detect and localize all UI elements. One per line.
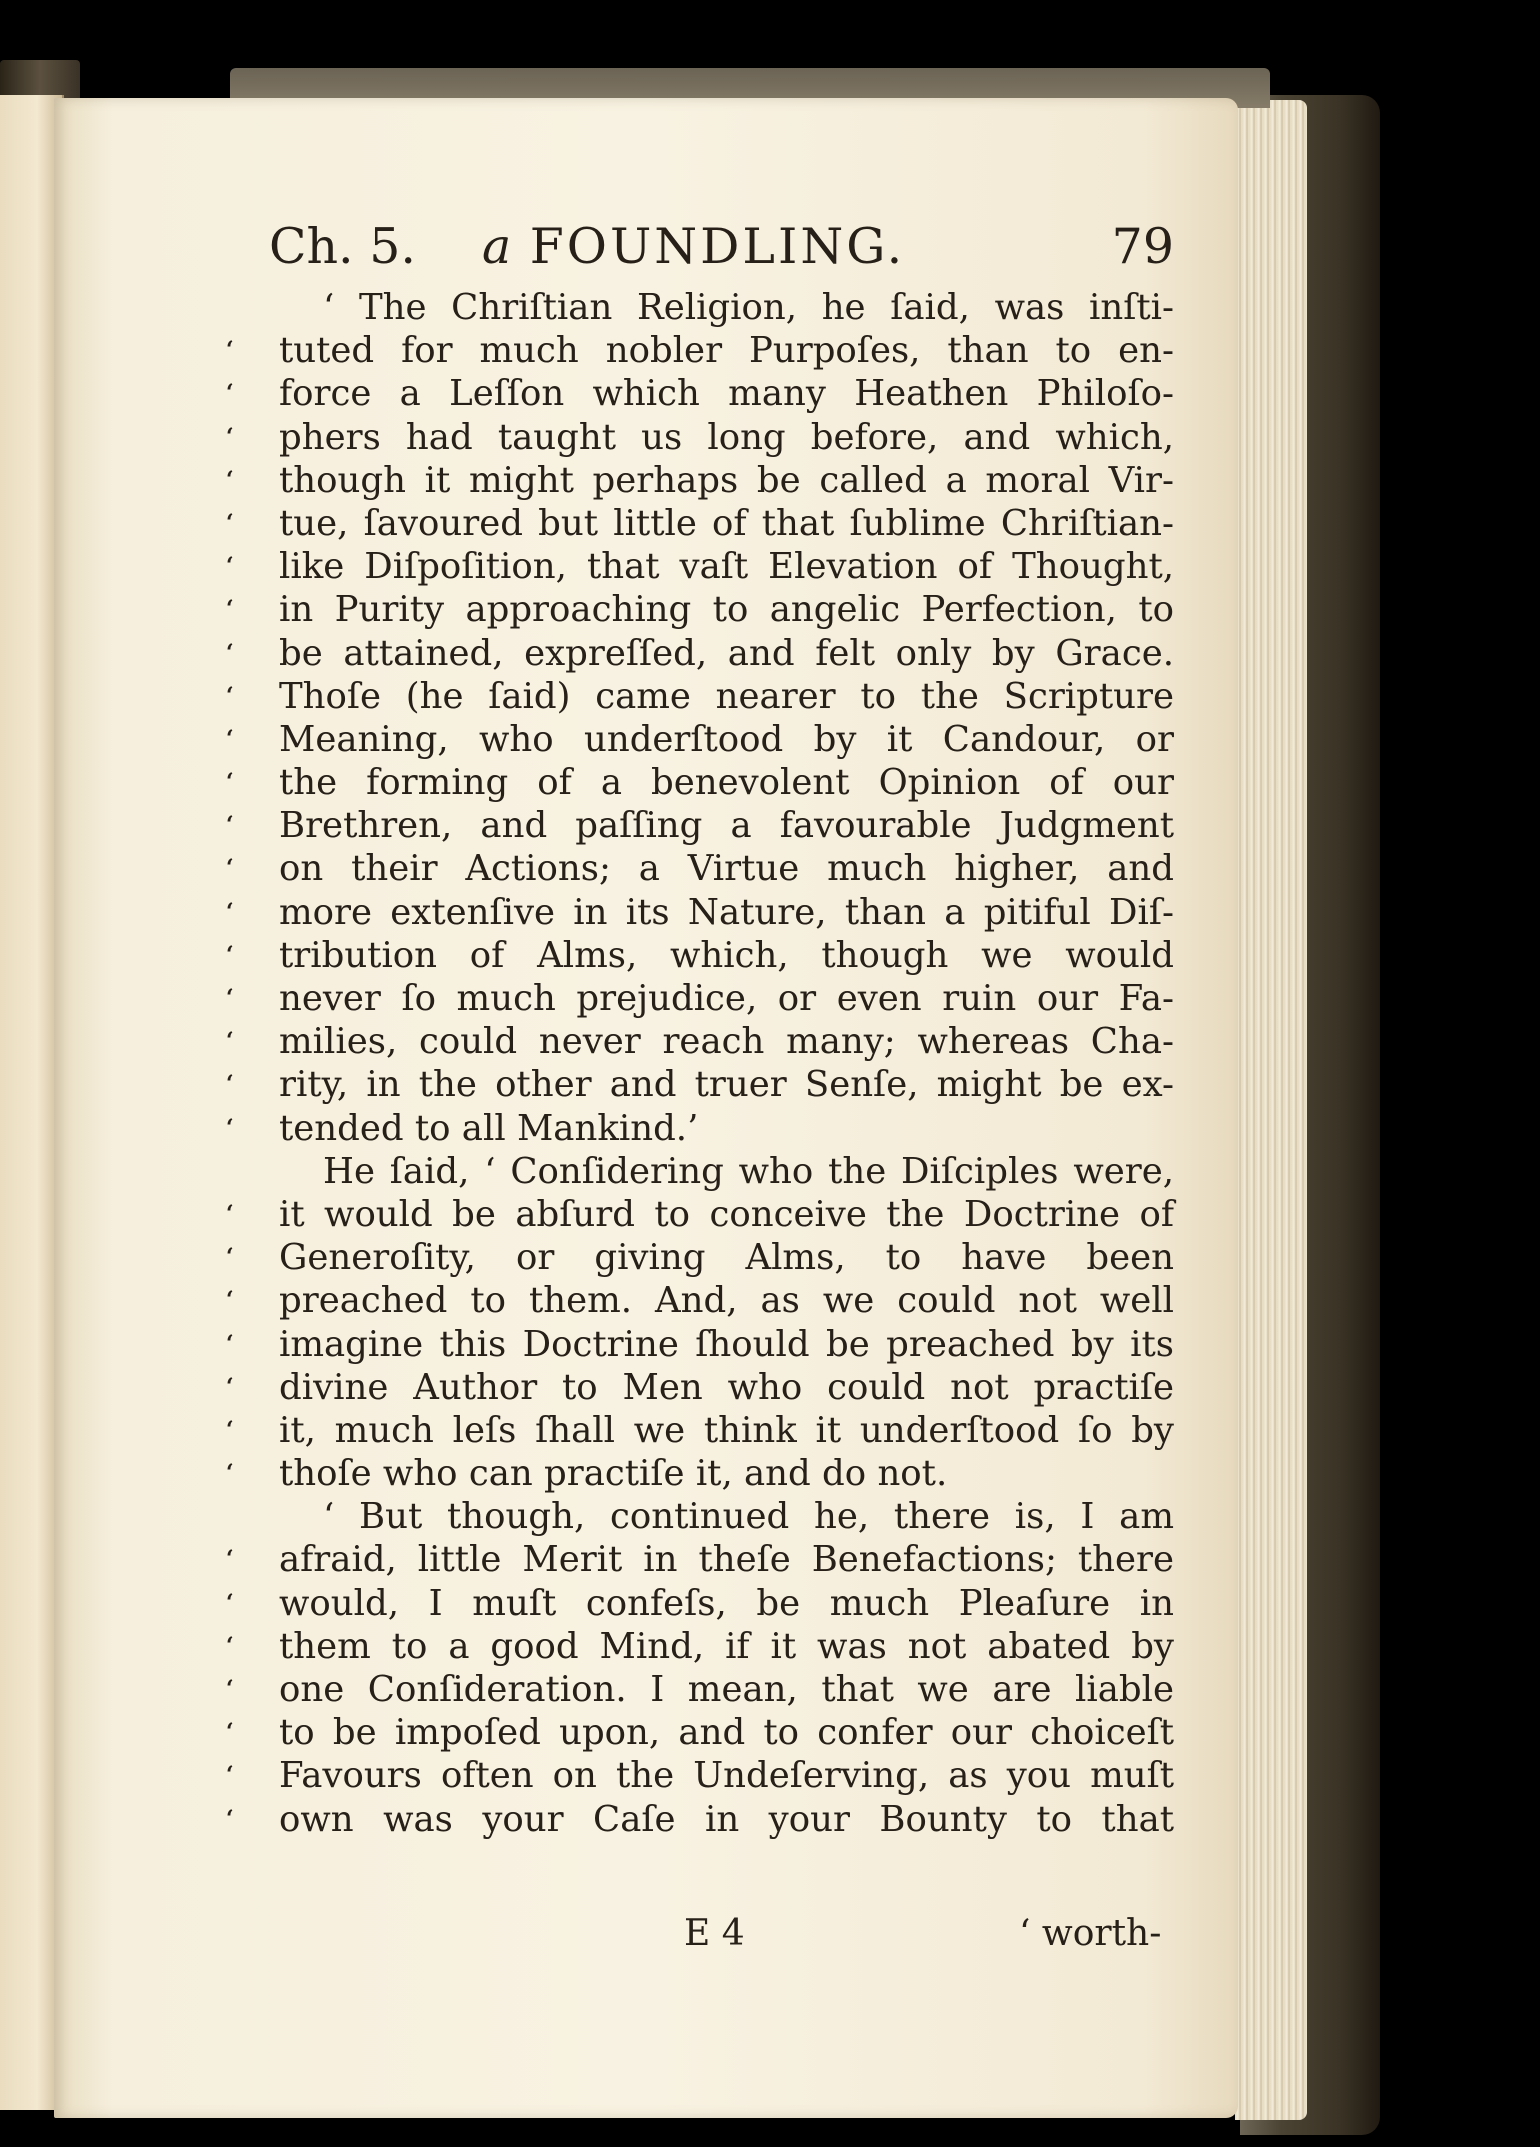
line-text: never ſo much prejudice, or even ruin our Fa- [279, 978, 1174, 1019]
line-text: imagine this Doctrine ſhould be preached by its [279, 1323, 1174, 1365]
line-text: one Conſideration. I mean, that we are liable [279, 1669, 1174, 1710]
margin-quote-mark: ‘ [226, 1460, 234, 1487]
margin-quote-mark: ‘ [226, 769, 234, 796]
text-line [226, 1538, 1174, 1581]
text-line [226, 545, 1174, 588]
line-text: ‘ The Chriſtian Religion, he ſaid, was inſti- [323, 287, 1174, 328]
margin-quote-mark: ‘ [226, 1719, 234, 1746]
margin-quote-mark: ‘ [226, 1028, 234, 1055]
text-line [226, 416, 1174, 459]
signature-mark: E 4 [684, 1913, 745, 1954]
line-text: phers had taught us long before, and which, [279, 416, 1174, 458]
text-line [226, 502, 1174, 545]
text-line [226, 1409, 1174, 1452]
text-line [226, 329, 1174, 372]
line-text: Generoſity, or giving Alms, to have been [279, 1237, 1174, 1279]
text-line [226, 761, 1174, 804]
line-text: in Purity approaching to angelic Perfection, to [279, 589, 1174, 631]
margin-quote-mark: ‘ [226, 1071, 234, 1098]
margin-quote-mark: ‘ [226, 509, 234, 536]
text-line [226, 891, 1174, 934]
line-text: Thoſe (he ſaid) came nearer to the Scripture [279, 675, 1174, 717]
running-title-word: FOUNDLING. [529, 218, 906, 275]
line-text: Brethren, and paſſing a favourable Judgment [279, 805, 1174, 847]
margin-quote-mark: ‘ [226, 1373, 234, 1400]
line-text: it would be abſurd to conceive the Doctrine of [279, 1193, 1174, 1235]
text-line [279, 1495, 1174, 1538]
book-page [54, 98, 1238, 2118]
text-line [226, 934, 1174, 977]
margin-quote-mark: ‘ [226, 1589, 234, 1616]
line-text: own was your Caſe in your Bounty to that [279, 1798, 1174, 1840]
text-line [226, 372, 1174, 415]
text-line [226, 1279, 1174, 1322]
line-text: Favours often on the Undeſerving, as you muſt [279, 1755, 1174, 1797]
text-line [226, 1020, 1174, 1063]
line-text: tuted for much nobler Purpoſes, than to en- [279, 330, 1174, 372]
margin-quote-mark: ‘ [226, 682, 234, 709]
line-text: them to a good Mind, if it was not abated by [279, 1625, 1174, 1667]
text-line [226, 1193, 1174, 1236]
margin-quote-mark: ‘ [226, 941, 234, 968]
line-text: tended to all Mankind.’ [279, 1107, 699, 1149]
page-footer [284, 1913, 1174, 1963]
margin-quote-mark: ‘ [226, 1114, 234, 1141]
text-line [226, 1323, 1174, 1366]
margin-quote-mark: ‘ [226, 1762, 234, 1789]
line-text: preached to them. And, as we could not well [279, 1280, 1174, 1322]
margin-quote-mark: ‘ [226, 553, 234, 580]
line-text: on their Actions; a Virtue much higher, and [279, 848, 1174, 890]
margin-quote-mark: ‘ [226, 985, 234, 1011]
margin-quote-mark: ‘ [226, 1805, 234, 1832]
margin-quote-mark: ‘ [226, 639, 234, 666]
margin-quote-mark: ‘ [226, 1244, 234, 1271]
margin-quote-mark: ‘ [226, 1676, 234, 1702]
margin-quote-mark: ‘ [226, 1546, 234, 1573]
line-text: more extenſive in its Nature, than a pitiful Diſ- [279, 891, 1174, 933]
page-number: 79 [1111, 218, 1174, 275]
chapter-label: Ch. 5. [269, 218, 416, 275]
margin-quote-mark: ‘ [226, 1416, 234, 1443]
line-text: the forming of a benevolent Opinion of our [279, 762, 1174, 804]
text-line [226, 1107, 1174, 1150]
text-line [226, 459, 1174, 502]
text-line [279, 286, 1174, 329]
text-line [226, 1798, 1174, 1841]
line-text: Meaning, who underſtood by it Candour, or [279, 718, 1174, 760]
text-line [226, 804, 1174, 847]
line-text: He ſaid, ‘ Conſidering who the Diſciples were, [323, 1150, 1174, 1192]
line-text: afraid, little Merit in theſe Benefactions; there [279, 1539, 1174, 1581]
line-text: ‘ But though, continued he, there is, I am [323, 1496, 1174, 1538]
text-line [226, 847, 1174, 890]
margin-quote-mark: ‘ [226, 337, 234, 364]
line-text: tribution of Alms, which, though we would [279, 934, 1174, 976]
line-text: be attained, expreſſed, and felt only by Grace. [279, 632, 1174, 674]
line-text: divine Author to Men who could not practiſe [279, 1366, 1174, 1408]
text-line [226, 1625, 1174, 1668]
line-text: though it might perhaps be called a moral Vir- [279, 459, 1174, 501]
catchword: ‘ worth- [1019, 1913, 1162, 1954]
text-line [226, 1236, 1174, 1279]
body-text [226, 286, 1174, 1841]
text-line [226, 1582, 1174, 1625]
line-text: rity, in the other and truer Senſe, might be ex- [279, 1064, 1174, 1106]
margin-quote-mark: ‘ [226, 380, 234, 407]
text-line [279, 1150, 1174, 1193]
text-line [226, 632, 1174, 675]
line-text: like Diſpoſition, that vaſt Elevation of Thought, [279, 546, 1174, 588]
margin-quote-mark: ‘ [226, 855, 234, 882]
margin-quote-mark: ‘ [226, 1330, 234, 1357]
line-text: would, I muſt confeſs, be much Pleaſure in [279, 1582, 1174, 1624]
line-text: thoſe who can practiſe it, and do not. [279, 1453, 948, 1495]
running-title [482, 218, 905, 275]
text-line [226, 1452, 1174, 1495]
text-line [226, 718, 1174, 761]
margin-quote-mark: ‘ [226, 725, 234, 752]
line-text: milies, could never reach many; whereas Cha- [279, 1021, 1174, 1063]
margin-quote-mark: ‘ [226, 1287, 234, 1314]
line-text: force a Leſſon which many Heathen Philoſo- [279, 373, 1174, 415]
running-title-article: a [482, 218, 512, 275]
line-text: it, much leſs ſhall we think it underſtood ſo by [279, 1409, 1174, 1451]
margin-quote-mark: ‘ [226, 423, 234, 450]
line-text: tue, ſavoured but little of that ſublime Chriſtian- [279, 502, 1174, 544]
text-line [226, 977, 1174, 1020]
margin-quote-mark: ‘ [226, 1200, 234, 1227]
margin-quote-mark: ‘ [226, 812, 234, 839]
text-line [226, 1754, 1174, 1797]
margin-quote-mark: ‘ [226, 898, 234, 925]
margin-quote-mark: ‘ [226, 596, 234, 623]
margin-quote-mark: ‘ [226, 1632, 234, 1659]
line-text: to be impoſed upon, and to confer our choiceſt [279, 1712, 1174, 1754]
text-line [226, 1366, 1174, 1409]
text-line [226, 588, 1174, 631]
text-line [226, 1063, 1174, 1106]
page-edges [1235, 100, 1307, 2120]
text-line [226, 1711, 1174, 1754]
text-line [226, 675, 1174, 718]
text-line [226, 1668, 1174, 1711]
margin-quote-mark: ‘ [226, 466, 234, 493]
